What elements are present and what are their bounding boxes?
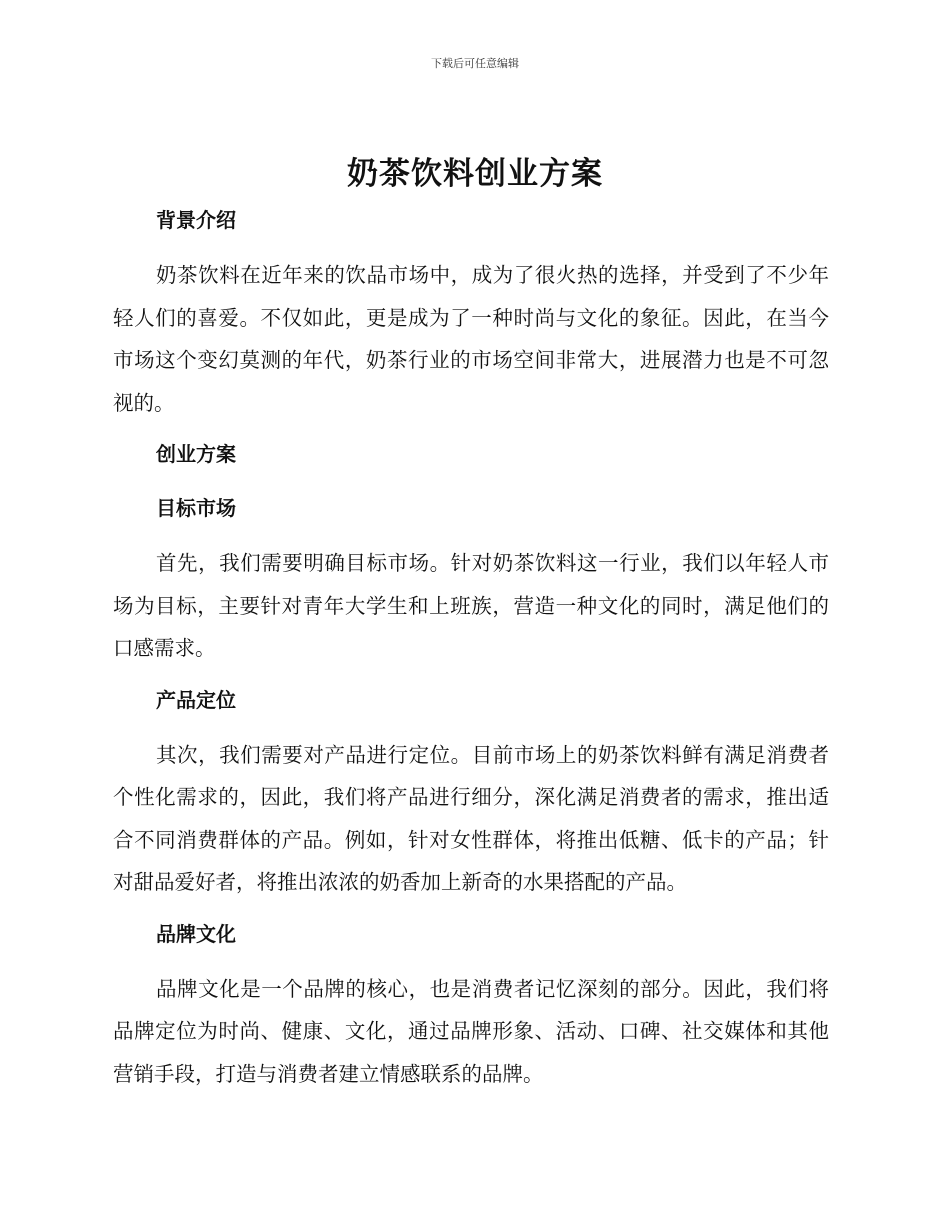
section-heading-business-plan: 创业方案 [156,442,236,466]
section-heading-product-positioning: 产品定位 [156,687,236,712]
document-title: 奶茶饮料创业方案 [347,156,603,192]
section-heading-brand-culture: 品牌文化 [156,921,236,946]
section-heading-background: 背景介绍 [156,208,236,232]
document-body [113,200,829,1105]
paragraph-background: 奶茶饮料在近年来的饮品市场中，成为了很火热的选择，并受到了不少年轻人们的喜爱。不仅如此，更是成为了一种时尚与文化的象征。因此，在当今市场这个变幻莫测的年代，奶茶行业的市场空间非常大，进展潜力也是不可忽视的。 [113,263,829,415]
section-heading-target-market: 目标市场 [156,496,236,520]
paragraph-product-positioning: 其次，我们需要对产品进行定位。目前市场上的奶茶饮料鲜有满足消费者个性化需求的，因此，我们将产品进行细分，深化满足消费者的需求，推出适合不同消费群体的产品。例如，针对女性群体，将推出低糖、低卡的产品；针对甜品爱好者，将推出浓浓的奶香加上新奇的水果搭配的产品。 [113,742,829,894]
paragraph-brand-culture: 品牌文化是一个品牌的核心，也是消费者记忆深刻的部分。因此，我们将品牌定位为时尚、健康、文化，通过品牌形象、活动、口碑、社交媒体和其他营销手段，打造与消费者建立情感联系的品牌。 [113,976,829,1086]
header-note: 下载后可任意编辑 [431,57,519,70]
paragraph-target-market: 首先，我们需要明确目标市场。针对奶茶饮料这一行业，我们以年轻人市场为目标，主要针对青年大学生和上班族，营造一种文化的同时，满足他们的口感需求。 [113,551,829,660]
